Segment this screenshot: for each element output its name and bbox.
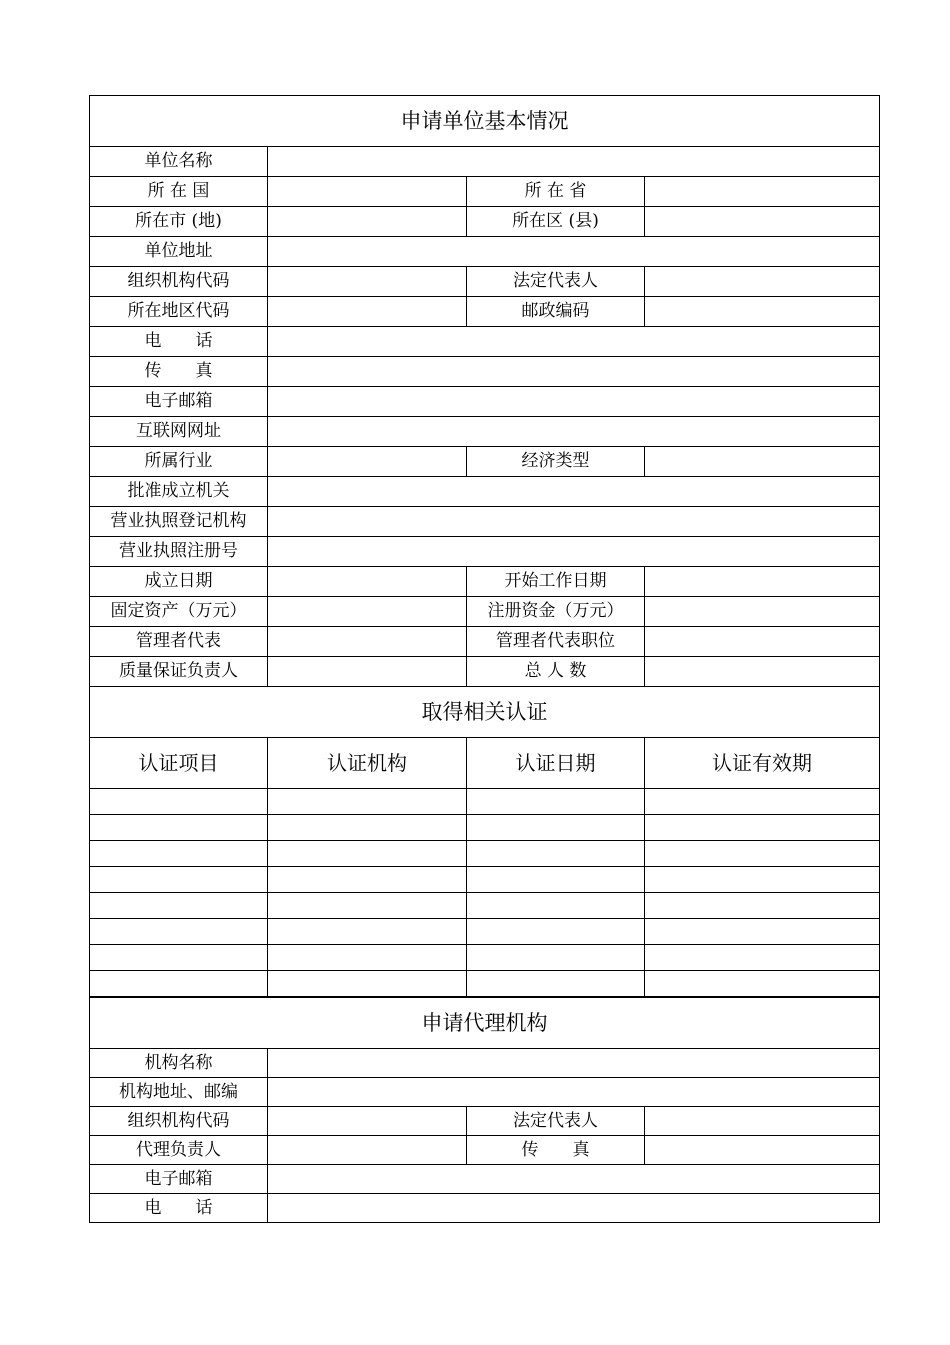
cert-cell[interactable] [645,971,880,998]
field-value[interactable] [268,537,880,567]
form-row [90,387,880,417]
cert-cell[interactable] [268,789,467,815]
field-label: 法定代表人 [467,1107,645,1136]
section-title-applicant-row [90,96,880,147]
field-label: 营业执照登记机构 [90,507,268,537]
form-row [90,357,880,387]
cert-cell[interactable] [467,841,645,867]
cert-cell[interactable] [467,945,645,971]
field-label: 所属行业 [90,447,268,477]
field-label: 经济类型 [467,447,645,477]
field-label: 注册资金（万元） [467,597,645,627]
form-row [90,507,880,537]
cert-cell[interactable] [268,815,467,841]
form-row [90,1078,880,1107]
field-value[interactable] [268,1194,880,1223]
field-label: 总 人 数 [467,657,645,687]
field-value[interactable] [645,1136,880,1165]
cert-row [90,919,880,945]
cert-cell[interactable] [467,971,645,998]
cert-row [90,945,880,971]
cert-cell[interactable] [645,789,880,815]
field-value[interactable] [268,477,880,507]
field-value[interactable] [645,657,880,687]
form-row [90,1194,880,1223]
field-label: 组织机构代码 [90,267,268,297]
field-label: 单位名称 [90,147,268,177]
cert-cell[interactable] [268,867,467,893]
form-row [90,1049,880,1078]
field-label: 电 话 [90,1194,268,1223]
field-value[interactable] [268,417,880,447]
field-value[interactable] [268,1049,880,1078]
field-value[interactable] [645,267,880,297]
cert-cell[interactable] [90,893,268,919]
cert-cell[interactable] [90,815,268,841]
cert-cell[interactable] [645,945,880,971]
cert-cell[interactable] [90,971,268,998]
form-row [90,567,880,597]
field-label: 传 真 [90,357,268,387]
cert-cell[interactable] [90,919,268,945]
field-label: 电子邮箱 [90,1165,268,1194]
cert-column-header: 认证日期 [467,738,645,789]
field-value[interactable] [268,447,467,477]
form-row [90,267,880,297]
field-value[interactable] [268,327,880,357]
cert-row [90,867,880,893]
field-value[interactable] [645,207,880,237]
form-row [90,147,880,177]
cert-row [90,789,880,815]
cert-cell[interactable] [645,893,880,919]
field-value[interactable] [268,177,467,207]
cert-cell[interactable] [467,789,645,815]
field-label: 质量保证负责人 [90,657,268,687]
field-label: 固定资产（万元） [90,597,268,627]
field-value[interactable] [268,627,467,657]
field-label: 组织机构代码 [90,1107,268,1136]
cert-cell[interactable] [268,841,467,867]
form-row [90,657,880,687]
field-label: 营业执照注册号 [90,537,268,567]
field-label: 机构名称 [90,1049,268,1078]
field-value[interactable] [645,1107,880,1136]
field-value[interactable] [268,1078,880,1107]
section-title-applicant: 申请单位基本情况 [90,96,880,147]
field-label: 所 在 省 [467,177,645,207]
field-label: 开始工作日期 [467,567,645,597]
cert-header-row [90,738,880,789]
field-label: 法定代表人 [467,267,645,297]
cert-cell[interactable] [467,815,645,841]
form-row [90,537,880,567]
cert-cell[interactable] [90,841,268,867]
field-value[interactable] [268,1107,467,1136]
form-row [90,417,880,447]
field-label: 代理负责人 [90,1136,268,1165]
field-label: 所 在 国 [90,177,268,207]
section-title-certifications: 取得相关认证 [90,687,880,738]
form-row [90,207,880,237]
field-value[interactable] [268,657,467,687]
form-row [90,1136,880,1165]
field-value[interactable] [645,627,880,657]
form-row [90,477,880,507]
cert-row [90,841,880,867]
field-value[interactable] [268,1136,467,1165]
cert-cell[interactable] [268,945,467,971]
form-row [90,297,880,327]
field-label: 所在地区代码 [90,297,268,327]
field-label: 成立日期 [90,567,268,597]
field-value[interactable] [645,297,880,327]
cert-cell[interactable] [645,867,880,893]
field-value[interactable] [645,447,880,477]
cert-cell[interactable] [467,893,645,919]
form-body [90,96,880,1223]
form-row [90,237,880,267]
field-label: 传 真 [467,1136,645,1165]
cert-cell[interactable] [467,919,645,945]
field-value[interactable] [268,1165,880,1194]
field-label: 所在市 (地) [90,207,268,237]
field-value[interactable] [268,507,880,537]
cert-column-header: 认证项目 [90,738,268,789]
cert-column-header: 认证有效期 [645,738,880,789]
field-label: 机构地址、邮编 [90,1078,268,1107]
field-value[interactable] [268,267,467,297]
cert-cell[interactable] [90,945,268,971]
cert-cell[interactable] [268,971,467,998]
field-value[interactable] [268,147,880,177]
cert-row [90,893,880,919]
field-label: 所在区 (县) [467,207,645,237]
application-form-table [89,95,880,1223]
form-row [90,327,880,357]
field-value[interactable] [268,597,467,627]
field-label: 邮政编码 [467,297,645,327]
cert-column-header: 认证机构 [268,738,467,789]
form-row [90,177,880,207]
field-value[interactable] [268,357,880,387]
form-row [90,597,880,627]
field-label: 电子邮箱 [90,387,268,417]
cert-row [90,815,880,841]
field-label: 互联网网址 [90,417,268,447]
field-label: 电 话 [90,327,268,357]
cert-cell[interactable] [90,867,268,893]
field-label: 批准成立机关 [90,477,268,507]
field-value[interactable] [645,177,880,207]
field-label: 管理者代表 [90,627,268,657]
field-label: 单位地址 [90,237,268,267]
form-row [90,627,880,657]
field-value[interactable] [268,297,467,327]
field-value[interactable] [268,567,467,597]
cert-cell[interactable] [645,919,880,945]
section-title-agent-row [90,997,880,1049]
section-title-certifications-row [90,687,880,738]
form-row [90,1107,880,1136]
cert-cell[interactable] [268,893,467,919]
cert-cell[interactable] [645,815,880,841]
cert-cell[interactable] [90,789,268,815]
field-value[interactable] [268,387,880,417]
cert-row [90,971,880,998]
form-row [90,1165,880,1194]
cert-cell[interactable] [645,841,880,867]
field-value[interactable] [645,597,880,627]
cert-cell[interactable] [268,919,467,945]
form-row [90,447,880,477]
cert-cell[interactable] [467,867,645,893]
field-label: 管理者代表职位 [467,627,645,657]
field-value[interactable] [268,207,467,237]
field-value[interactable] [645,567,880,597]
section-title-agent: 申请代理机构 [90,997,880,1049]
field-value[interactable] [268,237,880,267]
